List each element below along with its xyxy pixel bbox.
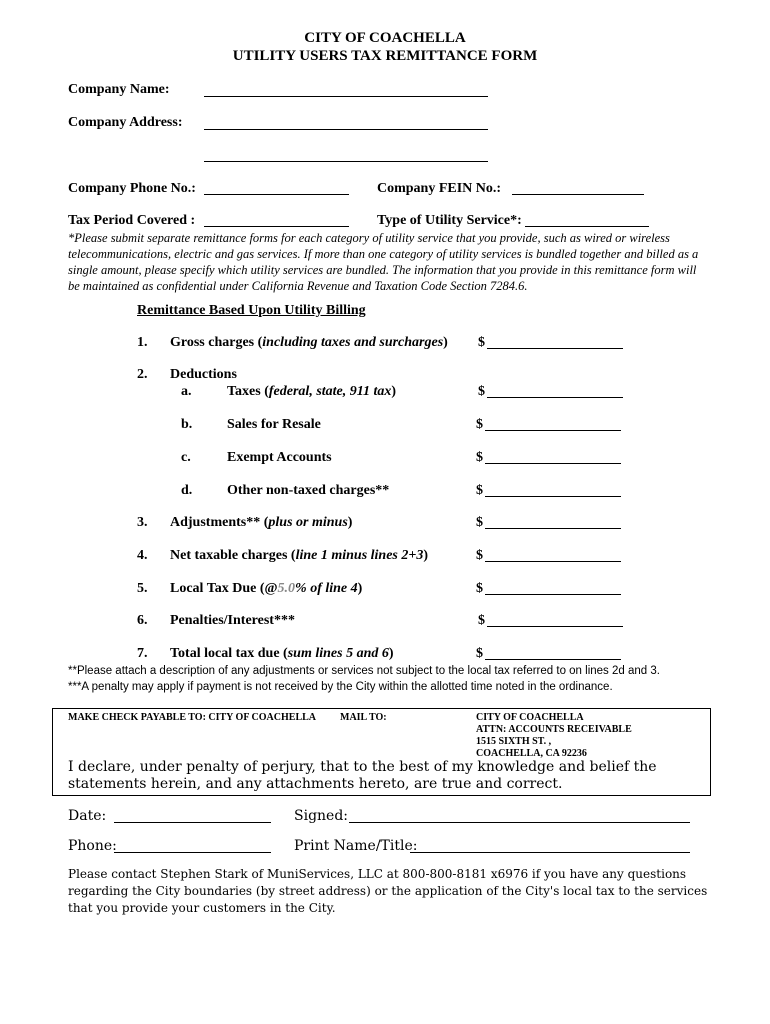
line-7-amount-field[interactable] bbox=[485, 659, 621, 660]
line-6-amount-field[interactable] bbox=[487, 626, 623, 627]
company-phone-field[interactable] bbox=[204, 194, 349, 195]
line-3-dollar: $ bbox=[476, 515, 483, 530]
line-5-amount-field[interactable] bbox=[485, 594, 621, 595]
form-title-city: CITY OF COACHELLA bbox=[304, 30, 466, 46]
company-name-label: Company Name: bbox=[68, 82, 170, 97]
line-1-label: Gross charges (including taxes and surcharges) bbox=[170, 335, 448, 350]
line-2a-dollar: $ bbox=[478, 384, 485, 399]
tax-period-label: Tax Period Covered : bbox=[68, 213, 196, 228]
line-3-number: 3. bbox=[137, 515, 148, 530]
line-5-number: 5. bbox=[137, 581, 148, 596]
mail-address-line-3: 1515 SIXTH ST. , bbox=[476, 736, 552, 747]
line-4-label: Net taxable charges (line 1 minus lines 2+3) bbox=[170, 548, 429, 563]
line-4-amount-field[interactable] bbox=[485, 561, 621, 562]
line-6-number: 6. bbox=[137, 613, 148, 628]
line-2b-amount-field[interactable] bbox=[485, 430, 621, 431]
company-phone-label: Company Phone No.: bbox=[68, 181, 196, 196]
company-fein-field[interactable] bbox=[512, 194, 644, 195]
line-2d-label: Other non-taxed charges** bbox=[227, 483, 390, 498]
utility-service-note: *Please submit separate remittance forms for each category of utility service that you provide, such as wired or wireless telecommunications, electric and gas services. If more than one category of utility services is bundled together and billed as a single amount, please specify which utility services are bundled. The information that you provide in this remittance form will be maintained as confidential under California Revenue and Taxation Code Section 7284.6. bbox=[68, 231, 699, 293]
line-3-amount-field[interactable] bbox=[485, 528, 621, 529]
utility-type-field[interactable] bbox=[525, 226, 649, 227]
line-2d-letter: d. bbox=[181, 483, 193, 498]
line-2a-amount-field[interactable] bbox=[487, 397, 623, 398]
line-4-number: 4. bbox=[137, 548, 148, 563]
line-2c-letter: c. bbox=[181, 450, 191, 465]
company-name-field[interactable] bbox=[204, 96, 488, 97]
print-name-label: Print Name/Title: bbox=[294, 838, 418, 854]
check-payable-text: MAKE CHECK PAYABLE TO: CITY OF COACHELLA bbox=[68, 712, 317, 723]
line-5-label: Local Tax Due (@5.0% of line 4) bbox=[170, 581, 363, 596]
mail-address-line-4: COACHELLA, CA 92236 bbox=[476, 748, 587, 759]
tax-rate-value[interactable]: 5.0 bbox=[277, 581, 296, 596]
line-1-dollar: $ bbox=[478, 335, 485, 350]
company-address-field-2[interactable] bbox=[204, 161, 488, 162]
date-label: Date: bbox=[68, 808, 107, 824]
line-2c-amount-field[interactable] bbox=[485, 463, 621, 464]
line-2b-dollar: $ bbox=[476, 417, 483, 432]
line-7-dollar: $ bbox=[476, 646, 483, 661]
signature-field[interactable] bbox=[349, 822, 690, 823]
date-field[interactable] bbox=[114, 822, 271, 823]
company-fein-label: Company FEIN No.: bbox=[377, 181, 502, 196]
line-2c-label: Exempt Accounts bbox=[227, 450, 332, 465]
company-address-label: Company Address: bbox=[68, 115, 183, 130]
line-2b-label: Sales for Resale bbox=[227, 417, 321, 432]
footnote-penalty: ***A penalty may apply if payment is not received by the City within the allotted time noted in the ordinance. bbox=[68, 681, 613, 693]
signed-label: Signed: bbox=[294, 808, 349, 824]
line-2-label: Deductions bbox=[170, 367, 237, 382]
line-2b-letter: b. bbox=[181, 417, 193, 432]
line-2-number: 2. bbox=[137, 367, 148, 382]
print-name-field[interactable] bbox=[410, 852, 690, 853]
footnote-adjustments: **Please attach a description of any adjustments or services not subject to the local tax referred to on lines 2d and 3. bbox=[68, 665, 660, 677]
line-1-number: 1. bbox=[137, 335, 148, 350]
mail-to-label: MAIL TO: bbox=[340, 712, 387, 723]
contact-footer: Please contact Stephen Stark of MuniServices, LLC at 800-800-8181 x6976 if you have any questions regarding the City boundaries (by street address) or the application of the City's local tax to the services that you provide your customers in the City. bbox=[68, 867, 708, 915]
phone-label: Phone: bbox=[68, 838, 117, 854]
line-6-dollar: $ bbox=[478, 613, 485, 628]
line-2a-letter: a. bbox=[181, 384, 192, 399]
line-2d-amount-field[interactable] bbox=[485, 496, 621, 497]
line-1-amount-field[interactable] bbox=[487, 348, 623, 349]
line-2c-dollar: $ bbox=[476, 450, 483, 465]
line-4-dollar: $ bbox=[476, 548, 483, 563]
form-title: UTILITY USERS TAX REMITTANCE FORM bbox=[232, 48, 538, 64]
line-3-label: Adjustments** (plus or minus) bbox=[170, 515, 353, 530]
line-7-label: Total local tax due (sum lines 5 and 6) bbox=[170, 646, 394, 661]
tax-period-field[interactable] bbox=[204, 226, 349, 227]
mail-address-line-2: ATTN: ACCOUNTS RECEIVABLE bbox=[476, 724, 632, 735]
line-5-dollar: $ bbox=[476, 581, 483, 596]
utility-type-label: Type of Utility Service*: bbox=[377, 213, 522, 228]
section-title: Remittance Based Upon Utility Billing bbox=[137, 303, 366, 318]
mail-address-line-1: CITY OF COACHELLA bbox=[476, 712, 584, 723]
line-2a-label: Taxes (federal, state, 911 tax) bbox=[227, 384, 397, 399]
line-6-label: Penalties/Interest*** bbox=[170, 613, 295, 628]
company-address-field-1[interactable] bbox=[204, 129, 488, 130]
line-2d-dollar: $ bbox=[476, 483, 483, 498]
line-7-number: 7. bbox=[137, 646, 148, 661]
phone-field[interactable] bbox=[114, 852, 271, 853]
perjury-declaration: I declare, under penalty of perjury, that to the best of my knowledge and belief the statements herein, and any attachments hereto, are true and correct. bbox=[68, 759, 657, 792]
